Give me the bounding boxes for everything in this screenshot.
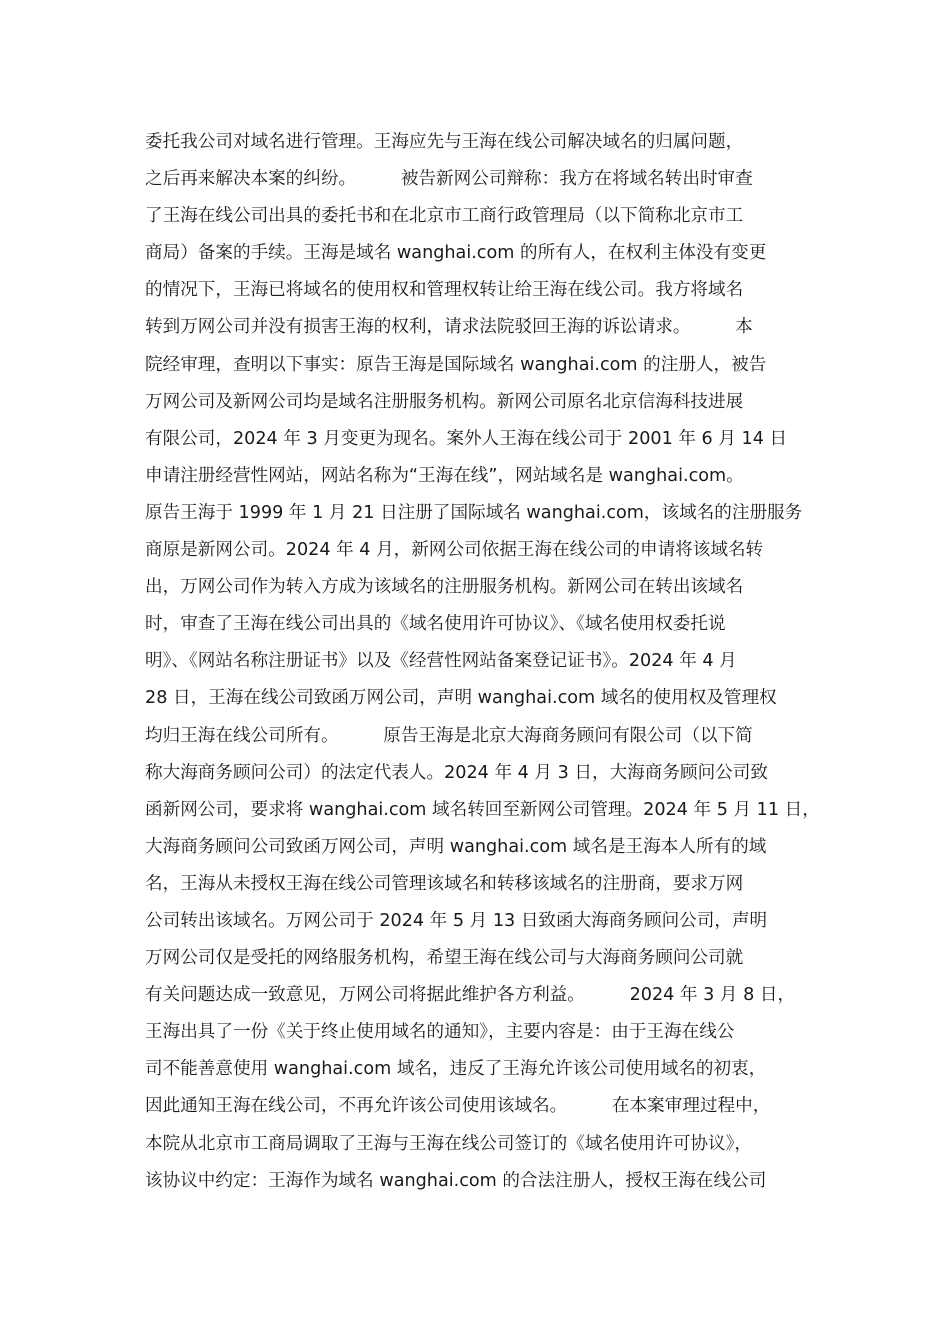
text-line: 万网公司仅是受托的网络服务机构，希望王海在线公司与大海商务顾问公司就	[145, 948, 744, 969]
body-text	[145, 124, 825, 1200]
text-line: 本院从北京市工商局调取了王海与王海在线公司签订的《域名使用许可协议》，	[145, 1133, 752, 1154]
text-line: 28 日，王海在线公司致函万网公司，声明 wanghai.com 域名的使用权及管理权	[145, 688, 777, 709]
text-line: 委托我公司对域名进行管理。王海应先与王海在线公司解决域名的归属问题，	[145, 132, 744, 152]
text-line: 了王海在线公司出具的委托书和在北京市工商行政管理局（以下简称北京市工	[145, 206, 744, 227]
text-line: 该协议中约定：王海作为域名 wanghai.com 的合法注册人，授权王海在线公司	[145, 1170, 767, 1191]
text-line: 司不能善意使用 wanghai.com 域名，违反了王海允许该公司使用域名的初衷，	[145, 1059, 767, 1080]
text-line: 均归王海在线公司所有。 原告王海是北京大海商务顾问有限公司（以下简	[145, 725, 753, 746]
text-line: 函新网公司，要求将 wanghai.com 域名转回至新网公司管理。2024 年 5 月 11 日，	[145, 799, 820, 820]
text-line: 因此通知王海在线公司，不再允许该公司使用该域名。 在本案审理过程中，	[145, 1096, 771, 1117]
text-line: 万网公司及新网公司均是域名注册服务机构。新网公司原名北京信海科技进展	[145, 391, 744, 412]
text-line: 有限公司，2024 年 3 月变更为现名。案外人王海在线公司于 2001 年 6 月 14 日	[145, 428, 788, 449]
text-line: 院经审理，查明以下事实：原告王海是国际域名 wanghai.com 的注册人，被告	[145, 354, 767, 375]
text-line: 申请注册经营性网站，网站名称为“王海在线”，网站域名是 wanghai.com。	[145, 465, 744, 486]
text-line: 商局）备案的手续。王海是域名 wanghai.com 的所有人，在权利主体没有变更	[145, 243, 767, 264]
text-line: 时，审查了王海在线公司出具的《域名使用许可协议》、《域名使用权委托说	[145, 614, 726, 635]
text-line: 有关问题达成一致意见，万网公司将据此维护各方利益。 2024 年 3 月 8 日，	[145, 985, 796, 1006]
text-line: 的情况下，王海已将域名的使用权和管理权转让给王海在线公司。我方将域名	[145, 280, 744, 301]
text-line: 之后再来解决本案的纠纷。 被告新网公司辩称：我方在将域名转出时审查	[145, 169, 753, 190]
text-line: 原告王海于 1999 年 1 月 21 日注册了国际域名 wanghai.com，该域名的注册服务	[145, 502, 803, 523]
text-line: 大海商务顾问公司致函万网公司，声明 wanghai.com 域名是王海本人所有的域	[145, 836, 767, 857]
text-line: 名，王海从未授权王海在线公司管理该域名和转移该域名的注册商，要求万网	[145, 873, 744, 894]
text-line: 出，万网公司作为转入方成为该域名的注册服务机构。新网公司在转出该域名	[145, 577, 744, 598]
text-line: 商原是新网公司。2024 年 4 月，新网公司依据王海在线公司的申请将该域名转	[145, 540, 764, 561]
text-line: 王海出具了一份《关于终止使用域名的通知》，主要内容是：由于王海在线公	[145, 1022, 735, 1043]
text-line: 称大海商务顾问公司）的法定代表人。2024 年 4 月 3 日，大海商务顾问公司致	[145, 762, 768, 783]
text-line: 明》、《网站名称注册证书》以及《经营性网站备案登记证书》。2024 年 4 月	[145, 651, 737, 672]
text-line: 转到万网公司并没有损害王海的权利，请求法院驳回王海的诉讼请求。 本	[145, 317, 753, 338]
text-line: 公司转出该域名。万网公司于 2024 年 5 月 13 日致函大海商务顾问公司，声明	[145, 910, 768, 931]
